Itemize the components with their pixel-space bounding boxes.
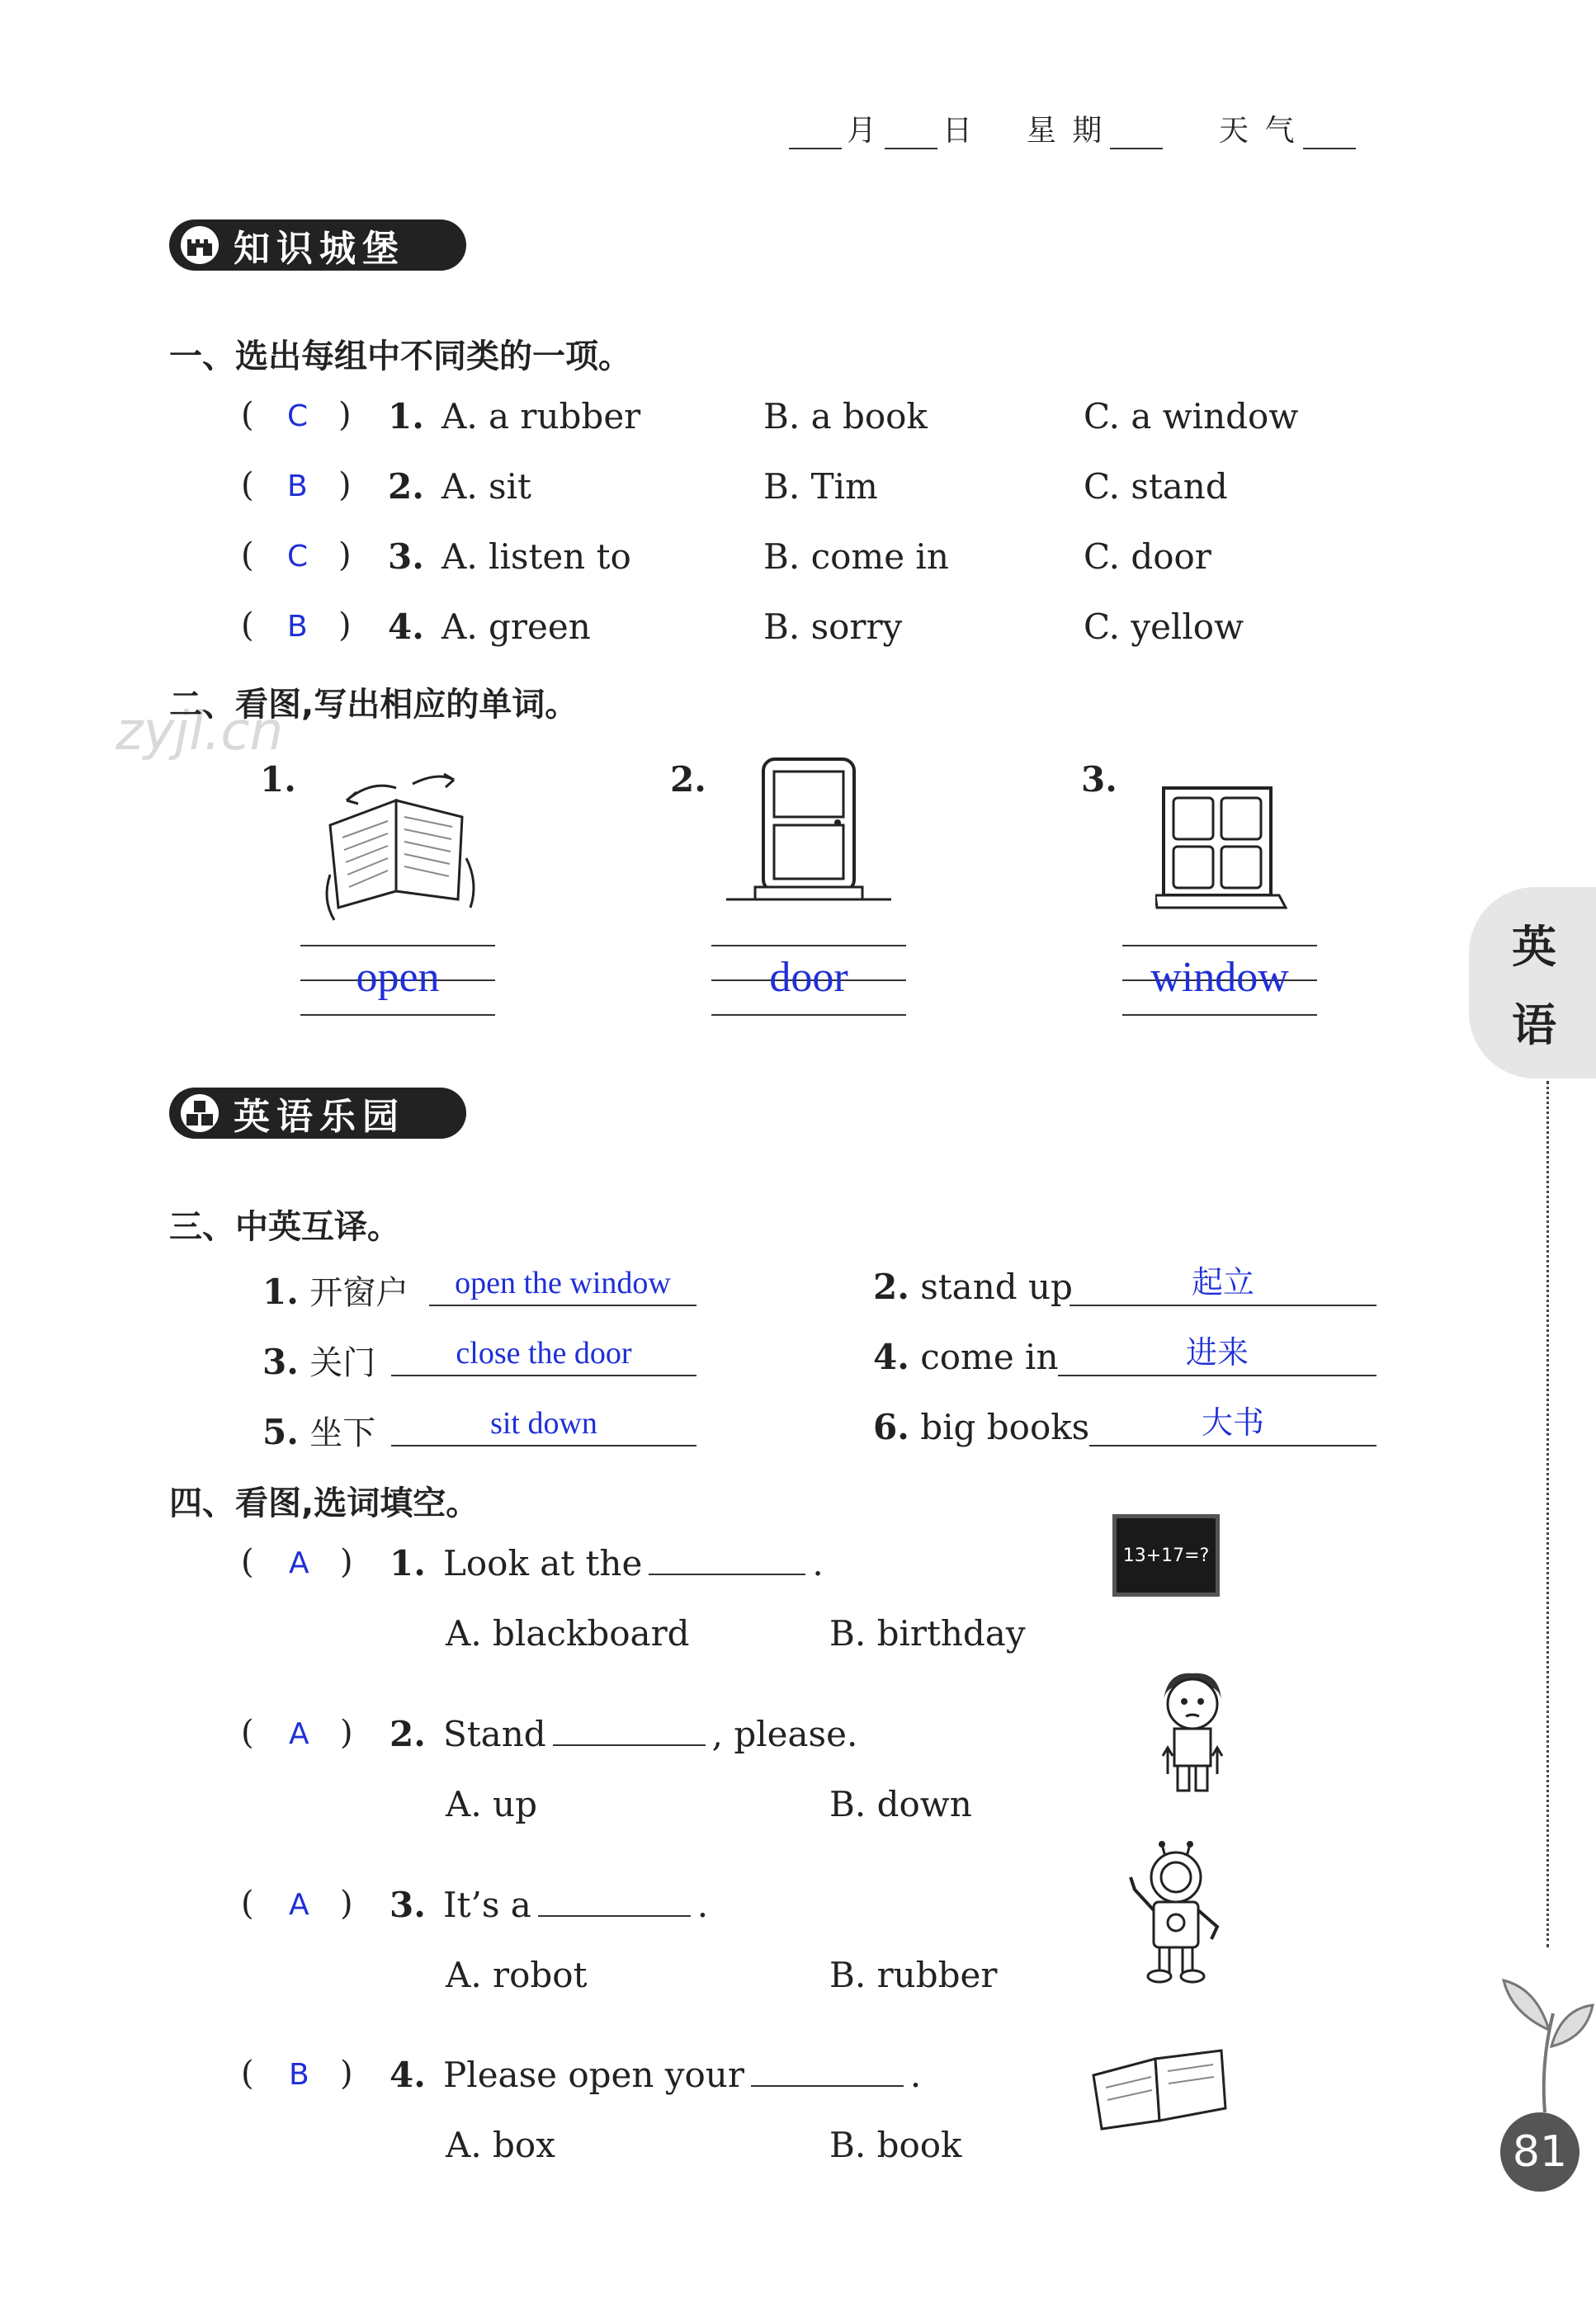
- paren-open: (: [241, 606, 254, 644]
- blackboard-icon: [1112, 1514, 1220, 1597]
- section-banner-title: 英语乐园: [234, 1096, 405, 1138]
- window-icon: [1155, 784, 1287, 916]
- picture-number: 3.: [1081, 759, 1117, 800]
- part3-title: 三、中英互译。: [169, 1208, 400, 1246]
- sentence-end: , please.: [711, 1714, 858, 1754]
- sentence-start: Stand: [443, 1714, 546, 1754]
- month-label: 月: [847, 114, 881, 148]
- option-a: A. blackboard: [446, 1613, 690, 1654]
- fill-blank-row: [0, 1885, 1073, 1934]
- answer-letter: A: [289, 1546, 309, 1580]
- sentence-end: .: [812, 1543, 824, 1583]
- blackboard-text: 13+17=?: [1122, 1545, 1210, 1566]
- paren-open: (: [241, 466, 254, 504]
- item-number: 4.: [873, 1337, 909, 1377]
- translation-item: [262, 1337, 375, 1386]
- choice-row: [0, 466, 1403, 516]
- picture-number: 1.: [260, 759, 296, 800]
- options-row: [0, 1613, 1073, 1663]
- item-prompt: big books: [920, 1407, 1090, 1447]
- choice-row: [0, 396, 1403, 446]
- answer-letter: B: [287, 470, 308, 503]
- translation-answer: sit down: [391, 1405, 696, 1446]
- option-b: B. birthday: [829, 1613, 1026, 1654]
- sentence: [443, 1714, 857, 1754]
- castle-icon: [181, 226, 219, 264]
- item-number: 2.: [873, 1267, 909, 1307]
- options-row: [0, 1784, 1073, 1833]
- option-a: A. green: [441, 606, 591, 647]
- item-prompt: 开窗户: [309, 1274, 409, 1312]
- option-a: A. box: [446, 2125, 555, 2165]
- subject-side-tab: [1469, 887, 1596, 1078]
- day-label: 日: [942, 114, 976, 148]
- answer-word: open: [356, 954, 440, 1001]
- sentence-start: Please open your: [443, 2055, 744, 2095]
- sentence-start: Look at the: [443, 1543, 643, 1583]
- option-c: C. yellow: [1084, 606, 1244, 647]
- item-number: 3.: [388, 536, 424, 577]
- abc-blocks-icon: [181, 1094, 219, 1132]
- item-number: 4.: [390, 2055, 426, 2095]
- item-number: 3.: [390, 1885, 426, 1925]
- door-icon: [726, 755, 891, 912]
- option-c: C. stand: [1084, 466, 1228, 507]
- weekday-label: 星 期: [1026, 114, 1106, 148]
- item-number: 3.: [262, 1342, 299, 1382]
- option-b: B. a book: [763, 396, 928, 437]
- paren-open: (: [241, 396, 254, 434]
- sentence-end: .: [696, 1885, 709, 1925]
- option-a: A. up: [446, 1784, 537, 1824]
- option-a: A. robot: [446, 1955, 588, 1995]
- side-tab-char: 语: [1512, 999, 1556, 1051]
- sentence: [443, 2055, 921, 2095]
- translation-answer: 进来: [1058, 1335, 1376, 1376]
- part2-title: 二、看图,写出相应的单词。: [169, 686, 578, 724]
- translation-answer: 起立: [1070, 1265, 1376, 1306]
- option-b: B. come in: [763, 536, 949, 577]
- answer-line-open: [300, 945, 495, 1014]
- option-c: C. door: [1084, 536, 1211, 577]
- part4-title: 四、看图,选词填空。: [169, 1484, 479, 1522]
- open-book-icon: [314, 767, 487, 924]
- blank-line: [649, 1544, 805, 1575]
- choice-row: [0, 606, 1403, 656]
- blank-line: [538, 1885, 691, 1917]
- answer-letter: A: [289, 1717, 309, 1751]
- section-banner-english-park: [169, 1088, 466, 1139]
- option-a: A. sit: [441, 466, 531, 507]
- paren-close: ): [338, 396, 352, 434]
- choice-row: [0, 536, 1403, 586]
- translation-item: [262, 1407, 375, 1456]
- item-prompt: come in: [920, 1337, 1059, 1377]
- robot-icon: [1114, 1840, 1238, 1989]
- fill-blank-row: [0, 2055, 1073, 2104]
- paren-close: ): [338, 466, 352, 504]
- item-number: 6.: [873, 1407, 909, 1447]
- paren-close: ): [340, 1885, 353, 1923]
- weather-label: 天 气: [1219, 114, 1298, 148]
- option-a: A. a rubber: [441, 396, 641, 437]
- sentence-end: .: [909, 2055, 922, 2095]
- fill-blank-row: [0, 1543, 1073, 1593]
- item-number: 4.: [388, 606, 424, 647]
- item-prompt: 坐下: [309, 1414, 376, 1452]
- item-number: 5.: [262, 1412, 299, 1452]
- sentence: [443, 1885, 708, 1925]
- answer-line-window: [1122, 945, 1317, 1014]
- page-number: 81: [1500, 2112, 1579, 2192]
- fill-blank-row: [0, 1714, 1073, 1763]
- paren-close: ): [340, 2055, 353, 2093]
- book-icon: [1089, 2042, 1230, 2133]
- item-number: 2.: [390, 1714, 426, 1754]
- watermark: zyjl.cn: [116, 701, 284, 762]
- translation-answer: 大书: [1089, 1405, 1376, 1446]
- date-weather-header: [784, 107, 1361, 149]
- paren-close: ): [338, 536, 352, 574]
- paren-open: (: [241, 2055, 254, 2093]
- answer-word: door: [769, 954, 848, 1001]
- option-c: C. a window: [1084, 396, 1299, 437]
- translation-answer: open the window: [429, 1265, 696, 1306]
- paren-close: ): [338, 606, 352, 644]
- item-number: 1.: [390, 1543, 426, 1583]
- answer-letter: B: [287, 610, 308, 644]
- option-b: B. sorry: [763, 606, 903, 647]
- item-number: 2.: [388, 466, 424, 507]
- option-b: B. down: [829, 1784, 972, 1824]
- paren-close: ): [340, 1714, 353, 1752]
- answer-letter: B: [289, 2058, 309, 2092]
- picture-number: 2.: [670, 759, 706, 800]
- section-banner-knowledge-castle: [169, 219, 466, 271]
- item-number: 1.: [388, 396, 424, 437]
- paren-open: (: [241, 1543, 254, 1581]
- paren-open: (: [241, 1714, 254, 1752]
- part1-title: 一、选出每组中不同类的一项。: [169, 337, 631, 375]
- blank-line: [751, 2055, 904, 2087]
- paren-open: (: [241, 1885, 254, 1923]
- leaf-plant-icon: [1495, 1964, 1594, 2112]
- answer-letter: C: [287, 540, 309, 573]
- item-prompt: 关门: [309, 1344, 376, 1382]
- option-b: B. rubber: [829, 1955, 998, 1995]
- options-row: [0, 1955, 1073, 2004]
- paren-open: (: [241, 536, 254, 574]
- item-number: 1.: [262, 1272, 299, 1312]
- section-banner-title: 知识城堡: [234, 228, 405, 270]
- answer-letter: C: [287, 399, 309, 433]
- answer-letter: A: [289, 1888, 309, 1922]
- sentence: [443, 1543, 824, 1583]
- answer-word: window: [1150, 954, 1289, 1001]
- answer-line-door: [711, 945, 906, 1014]
- sentence-start: It’s a: [443, 1885, 531, 1925]
- side-tab-char: 英: [1512, 921, 1556, 973]
- translation-answer: close the door: [391, 1335, 696, 1376]
- option-a: A. listen to: [441, 536, 631, 577]
- translation-item: [873, 1267, 1073, 1316]
- options-row: [0, 2125, 1073, 2174]
- blank-line: [553, 1715, 706, 1746]
- translation-item: [873, 1337, 1059, 1386]
- option-b: B. Tim: [763, 466, 878, 507]
- option-b: B. book: [829, 2125, 962, 2165]
- paren-close: ): [340, 1543, 353, 1581]
- item-prompt: stand up: [920, 1267, 1073, 1307]
- translation-item: [873, 1407, 1089, 1456]
- boy-standing-icon: [1143, 1667, 1242, 1799]
- dotted-guide: [1546, 1081, 1549, 1947]
- translation-item: [262, 1267, 408, 1316]
